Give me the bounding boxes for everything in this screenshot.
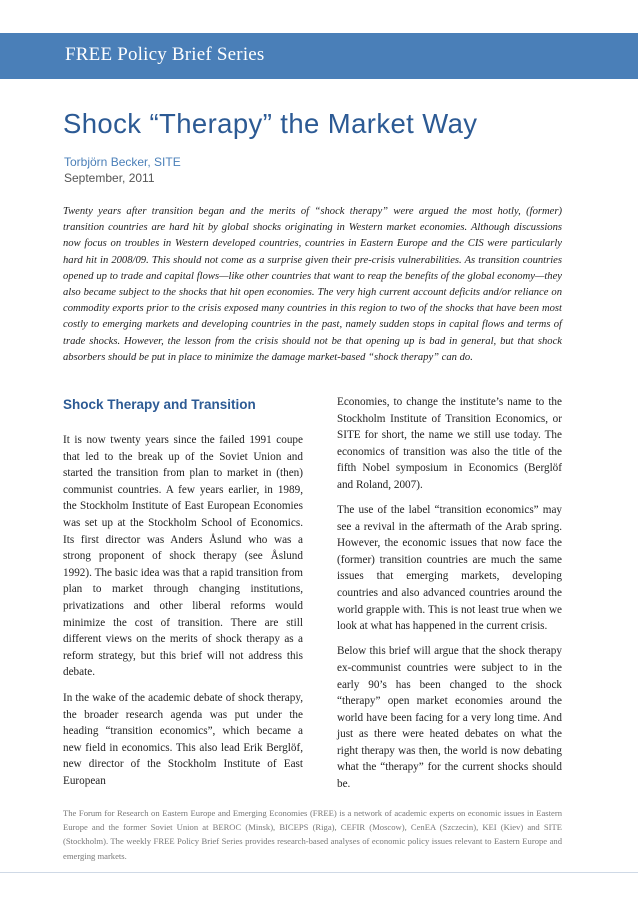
- body-paragraph: Below this brief will argue that the shock therapy ex-communist countries were subject to in the early 90’s has been changed to the shock “therapy” open market economies around the world have been facing for a very long time. And just as there were heated debates on what the right therapy was then, the world is now debating what the “therapy” for the current shocks should be.: [337, 645, 562, 791]
- publication-date: September, 2011: [64, 171, 155, 185]
- body-paragraph: The use of the label “transition economics” may see a revival in the aftermath of the Arab spring. However, the economic issues that now face the (former) transition countries are much the same issues that emerging markets, developing countries and also advanced countries around the world grapple with. This is not least true when we look at what has happened in the current crisis.: [337, 504, 562, 633]
- abstract: Twenty years after transition began and the merits of “shock therapy” were argued the most hotly, (former) transition countries are hard hit by global shocks originating in Western market economies. Although discussions now focus on troubles in Western developed countries, countries in Eastern Europe and the CIS were particularly hard hit in 2008/09. This should not come as a surprise given their pre-crisis vulnerabilities. As transition countries opened up to trade and capital flows—like other countries that want to reap the benefits of the global economy—they also became subject to the shocks that hit open economies. The very high current account deficits and/or reliance on commodity exports prior to the crisis exposed many countries in this region to two of the shocks that have been most costly to emerging markets and developing countries in the past, namely sudden stops in capital flows and terms of trade shocks. However, the lesson from the crisis should not be that opening up is bad in general, but that shock absorbers should be put in place to minimize the damage market-based “shock therapy” can do.: [63, 206, 562, 363]
- left-column: [63, 395, 303, 798]
- footer-divider: [0, 872, 638, 873]
- series-banner: [0, 33, 638, 79]
- section-heading: Shock Therapy and Transition: [63, 397, 256, 412]
- page-title: Shock “Therapy” the Market Way: [63, 108, 478, 139]
- body-paragraph: In the wake of the academic debate of shock therapy, the broader research agenda was put under the heading “transition economics”, which became a new field in economics. This also lead Erik Berglöf, new director of the Stockholm Institute of East European: [63, 691, 303, 787]
- series-title: FREE Policy Brief Series: [65, 44, 265, 65]
- body-paragraph: It is now twenty years since the failed 1991 coupe that led to the break up of the Soviet Union and started the transition from plan to market in (then) communist countries. A few years earlier, in 1989, the Stockholm Institute of East European Economies was set up at the Stockholm School of Economics. Its first director was Anders Åslund who was a strong proponent of shock therapy (see Åslund 1992). The basic idea was that a rapid transition from plan to market through changing institutions, privatizations and other liberal reforms would minimize the cost of transition. There are still different views on the merits of shock therapy as a reform strategy, but this brief will not address this debate.: [63, 434, 303, 679]
- body-paragraph: Economies, to change the institute’s name to the Stockholm Institute of Transition Economics, or SITE for short, the name we still use today. The economics of transition was also the title of the fifth Nobel symposium in Economics (Berglöf and Roland, 2007).: [337, 396, 562, 491]
- author-line: Torbjörn Becker, SITE: [64, 155, 181, 169]
- footer-note: The Forum for Research on Eastern Europe and Emerging Economies (FREE) is a network of academic experts on economic issues in Eastern Europe and the former Soviet Union at BEROC (Minsk), BICEPS (Riga), CEFIR (Moscow), CenEA (Szczecin), KEI (Kiev) and SITE (Stockholm). The weekly FREE Policy Brief Series provides research-based analyses of economic policy issues relevant to Eastern Europe and emerging markets.: [63, 808, 562, 861]
- right-column: [337, 394, 562, 801]
